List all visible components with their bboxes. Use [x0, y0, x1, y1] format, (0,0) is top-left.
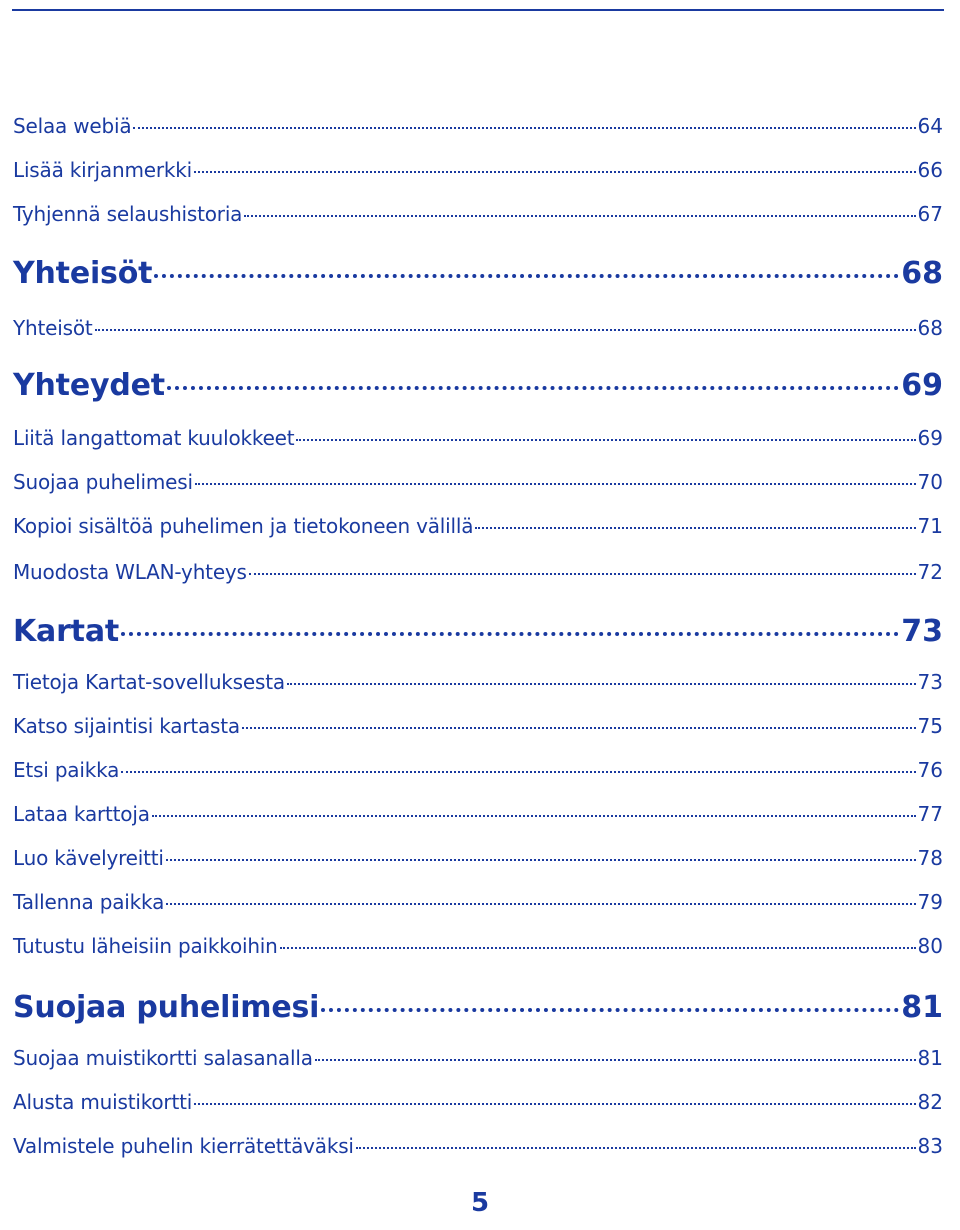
toc-entry-page: 79: [917, 890, 943, 914]
toc-chapter-page: 68: [901, 256, 943, 291]
toc-entry-page: 82: [917, 1090, 943, 1114]
toc-entry[interactable]: [13, 1134, 943, 1158]
toc-chapter-label: Yhteydet: [13, 368, 165, 403]
toc-entry-page: 72: [917, 560, 943, 584]
dot-leader: [242, 727, 916, 729]
dot-leader: [166, 859, 916, 861]
toc-entry[interactable]: [13, 316, 943, 340]
toc-entry-page: 76: [917, 758, 943, 782]
toc-entry-page: 73: [917, 670, 943, 694]
toc-entry-label: Valmistele puhelin kierrätettäväksi: [13, 1134, 354, 1158]
toc-chapter[interactable]: [13, 990, 943, 1025]
toc-entry-page: 83: [917, 1134, 943, 1158]
toc-entry[interactable]: [13, 158, 943, 182]
toc-entry[interactable]: [13, 714, 943, 738]
toc-entry[interactable]: [13, 202, 943, 226]
toc-entry[interactable]: [13, 1090, 943, 1114]
toc-chapter-page: 73: [901, 614, 943, 649]
toc-entry[interactable]: [13, 426, 943, 450]
toc-entry-label: Katso sijaintisi kartasta: [13, 714, 240, 738]
toc-entry-label: Tutustu läheisiin paikkoihin: [13, 934, 278, 958]
toc-entry-page: 80: [917, 934, 943, 958]
toc-entry[interactable]: [13, 1046, 943, 1070]
toc-chapter-page: 81: [901, 990, 943, 1025]
toc-entry-page: 68: [917, 316, 943, 340]
toc-entry-label: Alusta muistikortti: [13, 1090, 193, 1114]
dot-leader: [166, 903, 915, 905]
toc-chapter[interactable]: [13, 368, 943, 403]
toc-chapter[interactable]: [13, 614, 943, 649]
toc-entry-label: Etsi paikka: [13, 758, 120, 782]
toc-entry-label: Tyhjennä selaushistoria: [13, 202, 243, 226]
toc-entry-label: Luo kävelyreitti: [13, 846, 164, 870]
top-rule: [12, 9, 944, 11]
toc-entry-label: Suojaa muistikortti salasanalla: [13, 1046, 313, 1070]
toc-entry-page: 67: [917, 202, 943, 226]
toc-entry-page: 75: [917, 714, 943, 738]
dot-leader: [321, 1008, 899, 1012]
toc-entry-label: Kopioi sisältöä puhelimen ja tietokoneen välillä: [13, 514, 474, 538]
toc-entry-label: Yhteisöt: [13, 316, 93, 340]
dot-leader: [195, 483, 916, 485]
toc-entry-page: 64: [917, 114, 943, 138]
toc-entry[interactable]: [13, 890, 943, 914]
dot-leader: [249, 573, 916, 575]
dot-leader: [194, 171, 916, 173]
toc-entry[interactable]: [13, 802, 943, 826]
toc-entry-label: Tietoja Kartat-sovelluksesta: [13, 670, 285, 694]
dot-leader: [152, 815, 916, 817]
dot-leader: [133, 127, 915, 129]
toc-entry-page: 69: [917, 426, 943, 450]
dot-leader: [167, 386, 899, 390]
toc-entry-label: Tallenna paikka: [13, 890, 165, 914]
toc-entry[interactable]: [13, 470, 943, 494]
toc-entry-label: Lataa karttoja: [13, 802, 150, 826]
toc-entry[interactable]: [13, 560, 943, 584]
dot-leader: [154, 274, 899, 278]
dot-leader: [95, 329, 916, 331]
toc-entry-page: 71: [917, 514, 943, 538]
dot-leader: [194, 1103, 915, 1105]
dot-leader: [280, 947, 916, 949]
toc-entry[interactable]: [13, 846, 943, 870]
toc-entry-label: Suojaa puhelimesi: [13, 470, 193, 494]
toc-chapter-page: 69: [901, 368, 943, 403]
toc-entry[interactable]: [13, 514, 943, 538]
toc-entry[interactable]: [13, 114, 943, 138]
toc-chapter-label: Kartat: [13, 614, 120, 649]
dot-leader: [315, 1059, 916, 1061]
dot-leader: [244, 215, 915, 217]
dot-leader: [121, 632, 899, 636]
toc-entry[interactable]: [13, 934, 943, 958]
toc-entry-label: Liitä langattomat kuulokkeet: [13, 426, 295, 450]
page-number: 5: [470, 1188, 490, 1218]
dot-leader: [475, 527, 915, 529]
toc-entry-label: Lisää kirjanmerkki: [13, 158, 192, 182]
dot-leader: [356, 1147, 916, 1149]
dot-leader: [121, 771, 915, 773]
toc-entry-page: 66: [917, 158, 943, 182]
toc-entry-page: 70: [917, 470, 943, 494]
toc-entry-label: Selaa webiä: [13, 114, 132, 138]
toc-entry-page: 77: [917, 802, 943, 826]
toc-entry-page: 81: [917, 1046, 943, 1070]
toc-entry[interactable]: [13, 670, 943, 694]
toc-entry-label: Muodosta WLAN-yhteys: [13, 560, 247, 584]
toc-entry-page: 78: [917, 846, 943, 870]
toc-chapter-label: Suojaa puhelimesi: [13, 990, 320, 1025]
dot-leader: [287, 683, 916, 685]
toc-chapter-label: Yhteisöt: [13, 256, 153, 291]
dot-leader: [296, 439, 915, 441]
toc-entry[interactable]: [13, 758, 943, 782]
toc-chapter[interactable]: [13, 256, 943, 291]
